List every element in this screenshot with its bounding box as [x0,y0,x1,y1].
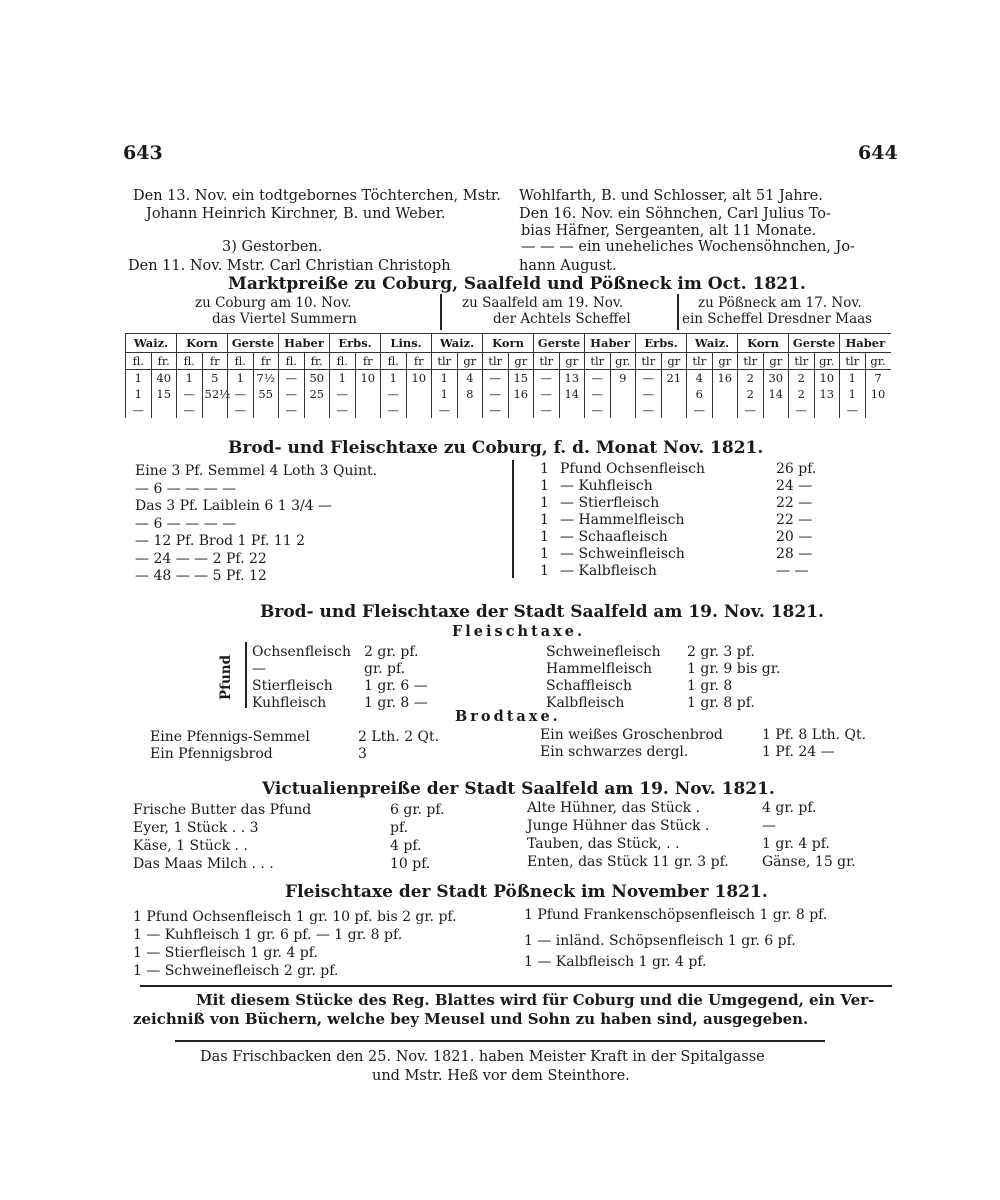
table-unit-cell: fr. [151,353,177,370]
table-unit-cell: gr [559,353,585,370]
saalfeld-brace [245,642,247,708]
table-header-cell: Waiz. [432,334,483,353]
bread-value: 1 Pf. 8 Lth. Qt. [762,727,867,743]
meat-price: 1 gr. 6 — [364,678,428,694]
table-cell: — [636,386,662,402]
meat-item: — Stierfleisch [560,495,660,511]
table-cell: 21 [661,370,687,387]
list-item: 1 — inländ. Schöpsenfleisch 1 gr. 6 pf. [524,933,796,949]
table-unit-cell: gr [661,353,687,370]
table-unit-cell: fl. [126,353,152,370]
meat-item: — Schaafleisch [560,529,668,545]
meat-price: 1 gr. 9 bis gr. [687,661,781,677]
table-cell [508,402,534,418]
bread-item: Ein schwarzes dergl. [540,744,689,760]
meat-item: Hammelfleisch [546,661,653,677]
table-unit-cell: fr [202,353,228,370]
meat-price: 2 gr. pf. [364,644,419,660]
table-unit-cell: tlr [432,353,458,370]
list-item: Eine 3 Pf. Semmel 4 Loth 3 Quint. [135,463,378,479]
table-unit-cell: fl. [279,353,305,370]
table-cell: — [228,402,254,418]
meat-item: Stierfleisch [252,678,333,694]
table-header-cell: Haber [585,334,636,353]
table-cell: — [177,386,203,402]
meat-qty: 1 [540,512,549,528]
table-row [126,370,891,387]
meat-price: 2 gr. 3 pf. [687,644,755,660]
victual-item: Alte Hühner, das Stück . [527,800,700,816]
place-divider [677,294,679,330]
table-header-cell: Lins. [381,334,432,353]
meat-price: 26 pf. [776,461,817,477]
meat-item: Schaffleisch [546,678,633,694]
victual-item: Enten, das Stück 11 gr. 3 pf. [527,854,729,870]
saalfeld-meat-heading: Fleischtaxe. [452,623,586,640]
meat-qty: 1 [540,478,549,494]
rule [140,985,892,987]
table-cell: — [228,386,254,402]
meat-item: Ochsenfleisch [252,644,351,660]
table-cell: 7 [865,370,891,387]
bread-item: Eine Pfennigs-Semmel [150,729,310,745]
table-cell: 1 [840,370,866,387]
table-cell: — [636,370,662,387]
meat-price: 1 gr. 8 — [364,695,428,711]
table-cell [610,402,636,418]
table-unit-cell: tlr [738,353,764,370]
list-item: — 6 — — — — [135,515,237,532]
table-header-cell: Erbs. [330,334,381,353]
table-cell [814,402,840,418]
table-cell [457,402,483,418]
meat-item: — Kuhfleisch [560,478,653,494]
table-cell [355,386,381,402]
table-unit-cell: fl. [228,353,254,370]
table-row [126,386,891,402]
poessneck-tax-title: Fleischtaxe der Stadt Pößneck im November 1821. [285,882,768,902]
table-unit-cell: gr. [814,353,840,370]
table-cell: 1 [126,370,152,387]
victual-item: Käse, 1 Stück . . [133,838,248,854]
table-cell: — [126,402,152,418]
table-cell [559,402,585,418]
bread-value: 2 Lth. 2 Qt. [358,729,440,745]
list-item: 1 — Stierfleisch 1 gr. 4 pf. [133,945,318,961]
table-cell [406,386,432,402]
table-cell: 40 [151,370,177,387]
table-cell: 25 [304,386,330,402]
victual-item: Tauben, das Stück, . . [527,836,680,852]
table-cell: — [687,402,713,418]
table-row [126,402,891,418]
table-cell [253,402,279,418]
table-cell: 16 [712,370,738,387]
table-unit-cell: tlr [483,353,509,370]
meat-price: 22 — [776,495,813,511]
table-cell: — [330,402,356,418]
table-cell: — [534,402,560,418]
table-cell: — [279,386,305,402]
table-cell: 1 [330,370,356,387]
meat-item: — Hammelfleisch [560,512,685,528]
table-cell: 9 [610,370,636,387]
list-item: Das 3 Pf. Laiblein 6 1 3/4 — [135,498,333,514]
meat-item: — [252,661,266,677]
table-cell: 7½ [253,370,279,387]
place-divider [440,294,442,330]
table-cell [712,402,738,418]
table-cell [661,386,687,402]
table-cell: 4 [687,370,713,387]
bread-item: Ein Pfennigsbrod [150,746,273,762]
meat-item: Pfund Ochsenfleisch [560,461,706,477]
table-cell: — [636,402,662,418]
table-cell: 50 [304,370,330,387]
table-header-cell: Haber [279,334,330,353]
pfund-label: Pfund [218,654,234,700]
table-header-cell: Waiz. [126,334,177,353]
market-measure-poessneck: ein Scheffel Dresdner Maas [682,311,873,327]
table-unit-cell: tlr [585,353,611,370]
table-cell: 2 [738,370,764,387]
list-item: — 24 — — 2 Pf. 22 [135,550,267,567]
table-cell: 14 [763,386,789,402]
meat-qty: 1 [540,529,549,545]
table-cell: 6 [687,386,713,402]
list-item: — 48 — — 5 Pf. 12 [135,568,267,584]
market-price-table [125,333,891,418]
table-cell: 15 [508,370,534,387]
meat-item: Schweinefleisch [546,644,661,660]
meat-qty: 1 [540,546,549,562]
victual-price: — [762,818,776,834]
table-unit-cell: gr [712,353,738,370]
table-header-cell: Gerste [228,334,279,353]
table-cell: — [585,370,611,387]
market-place-poessneck: zu Pößneck am 17. Nov. [698,295,862,311]
table-cell: 16 [508,386,534,402]
victual-item: Junge Hühner das Stück . [527,818,710,834]
table-cell: — [585,402,611,418]
table-cell: 1 [432,386,458,402]
table-cell: 10 [814,370,840,387]
table-cell: 1 [840,386,866,402]
meat-price: 24 — [776,478,813,494]
table-cell: 13 [559,370,585,387]
list-item: 1 Pfund Frankenschöpsenfleisch 1 gr. 8 pf. [524,907,828,923]
victual-price: 10 pf. [390,856,431,872]
table-cell: 55 [253,386,279,402]
table-header-cell: Korn [738,334,789,353]
table-cell [712,386,738,402]
table-unit-cell: gr [457,353,483,370]
table-cell: 1 [228,370,254,387]
birth-right-line-5: hann August. [519,258,617,274]
table-cell: 52½ [202,386,228,402]
table-cell: 2 [738,386,764,402]
table-cell: — [381,386,407,402]
table-cell: — [330,386,356,402]
table-unit-cell: fr. [304,353,330,370]
table-cell [355,402,381,418]
meat-price: 28 — [776,546,813,562]
table-unit-cell: fr [355,353,381,370]
victual-item: Eyer, 1 Stück . . 3 [133,820,259,836]
table-cell [763,402,789,418]
birth-right-line-1: Wohlfarth, B. und Schlosser, alt 51 Jahre. [519,188,823,204]
birth-left-line-2: Johann Heinrich Kirchner, B. und Weber. [146,206,446,222]
table-cell: — [483,402,509,418]
meat-price: — — [776,563,809,579]
meat-price: gr. pf. [364,661,406,677]
market-measure-coburg: das Viertel Summern [212,311,357,327]
coburg-divider [512,460,514,578]
table-cell: 14 [559,386,585,402]
table-cell: 13 [814,386,840,402]
page-number-right: 644 [858,142,898,164]
notice-line-1: Mit diesem Stücke des Reg. Blattes wird für Coburg und die Umgegend, ein Ver- [196,991,875,1009]
victuals-title: Victualienpreiße der Stadt Saalfeld am 19. Nov. 1821. [262,779,775,799]
table-cell: — [483,386,509,402]
list-item: 1 Pfund Ochsenfleisch 1 gr. 10 pf. bis 2 gr. pf. [133,909,457,925]
bread-item: Ein weißes Groschenbrod [540,727,723,743]
victual-item: Frische Butter das Pfund [133,802,312,818]
table-cell: 4 [457,370,483,387]
table-cell: — [585,386,611,402]
table-cell: 1 [126,386,152,402]
victual-price: 6 gr. pf. [390,802,445,818]
table-unit-cell: tlr [840,353,866,370]
coburg-tax-title: Brod- und Fleischtaxe zu Coburg, f. d. Monat Nov. 1821. [228,438,764,458]
bread-value: 1 Pf. 24 — [762,744,835,760]
table-unit-cell: tlr [687,353,713,370]
table-cell [151,402,177,418]
table-unit-cell: tlr [534,353,560,370]
meat-qty: 1 [540,461,549,477]
table-cell: 15 [151,386,177,402]
meat-price: 22 — [776,512,813,528]
birth-left-line-1: Den 13. Nov. ein todtgebornes Töchterchen, Mstr. [133,188,501,204]
table-cell: — [483,370,509,387]
meat-qty: 1 [540,495,549,511]
table-cell [304,402,330,418]
birth-right-line-3: bias Häfner, Sergeanten, alt 11 Monate. [521,223,817,239]
baking-line-1: Das Frischbacken den 25. Nov. 1821. haben Meister Kraft in der Spitalgasse [200,1049,765,1065]
meat-qty: 1 [540,563,549,579]
table-cell: 10 [406,370,432,387]
table-cell: 8 [457,386,483,402]
deaths-line: Den 11. Nov. Mstr. Carl Christian Christoph [128,258,451,274]
table-unit-cell: fr [406,353,432,370]
table-cell: — [789,402,815,418]
meat-price: 1 gr. 8 pf. [687,695,755,711]
table-unit-cell: gr. [865,353,891,370]
deaths-heading: 3) Gestorben. [222,239,323,255]
victual-price: Gänse, 15 gr. [762,854,856,870]
table-cell: — [279,402,305,418]
list-item: — 12 Pf. Brod 1 Pf. 11 2 [135,533,306,549]
list-item: 1 — Kalbfleisch 1 gr. 4 pf. [524,954,707,970]
table-cell: — [381,402,407,418]
victual-item: Das Maas Milch . . . [133,856,274,872]
table-unit-cell: tlr [636,353,662,370]
market-place-coburg: zu Coburg am 10. Nov. [195,295,352,311]
table-cell: — [840,402,866,418]
page-number-left: 643 [123,142,163,164]
meat-item: — Kalbfleisch [560,563,657,579]
table-unit-cell: fl. [177,353,203,370]
table-unit-cell: tlr [789,353,815,370]
table-unit-cell: gr. [610,353,636,370]
victual-price: 4 pf. [390,838,422,854]
victual-price: 1 gr. 4 pf. [762,836,830,852]
baking-line-2: und Mstr. Heß vor dem Steinthore. [372,1068,630,1084]
rule [175,1040,825,1042]
list-item: 1 — Kuhfleisch 1 gr. 6 pf. — 1 gr. 8 pf. [133,927,403,943]
table-cell: — [534,370,560,387]
table-header-cell: Korn [177,334,228,353]
list-item: 1 — Schweinefleisch 2 gr. pf. [133,963,339,979]
table-cell: — [534,386,560,402]
table-header-cell: Haber [840,334,891,353]
meat-price: 20 — [776,529,813,545]
market-title: Marktpreiße zu Coburg, Saalfeld und Pößneck im Oct. 1821. [228,274,806,294]
table-header-cell: Gerste [534,334,585,353]
saalfeld-bread-heading: Brodtaxe. [455,708,561,725]
victual-price: pf. [390,820,409,836]
table-cell: 1 [381,370,407,387]
table-cell: 2 [789,386,815,402]
birth-right-line-2: Den 16. Nov. ein Söhnchen, Carl Julius To- [519,206,831,222]
market-place-saalfeld: zu Saalfeld am 19. Nov. [462,295,624,311]
notice-line-2: zeichniß von Büchern, welche bey Meusel und Sohn zu haben sind, ausgegeben. [133,1010,809,1028]
table-cell: — [738,402,764,418]
table-cell: 5 [202,370,228,387]
table-cell [661,402,687,418]
table-cell: 30 [763,370,789,387]
list-item: — 6 — — — — [135,480,237,497]
table-cell: — [432,402,458,418]
table-header-cell: Korn [483,334,534,353]
meat-item: — Schweinfleisch [560,546,685,562]
table-cell: 1 [432,370,458,387]
table-cell [406,402,432,418]
table-header-cell: Waiz. [687,334,738,353]
table-cell: 1 [177,370,203,387]
table-unit-cell: gr [763,353,789,370]
meat-item: Kuhfleisch [252,695,327,711]
table-cell: 2 [789,370,815,387]
birth-right-line-4: — — — ein uneheliches Wochensöhnchen, Jo- [521,239,855,255]
table-cell: — [279,370,305,387]
saalfeld-tax-title: Brod- und Fleischtaxe der Stadt Saalfeld am 19. Nov. 1821. [260,602,824,622]
table-cell: 10 [865,386,891,402]
table-unit-cell: fl. [330,353,356,370]
table-unit-cell: gr [508,353,534,370]
meat-price: 1 gr. 8 [687,678,733,694]
meat-item: Kalbfleisch [546,695,625,711]
table-cell [865,402,891,418]
table-unit-cell: fl. [381,353,407,370]
victual-price: 4 gr. pf. [762,800,817,816]
market-measure-saalfeld: der Achtels Scheffel [493,311,631,327]
table-cell [202,402,228,418]
table-cell [610,386,636,402]
table-header-cell: Erbs. [636,334,687,353]
bread-value: 3 [358,746,367,762]
table-unit-cell: fr [253,353,279,370]
table-header-cell: Gerste [789,334,840,353]
table-cell: 10 [355,370,381,387]
table-cell: — [177,402,203,418]
